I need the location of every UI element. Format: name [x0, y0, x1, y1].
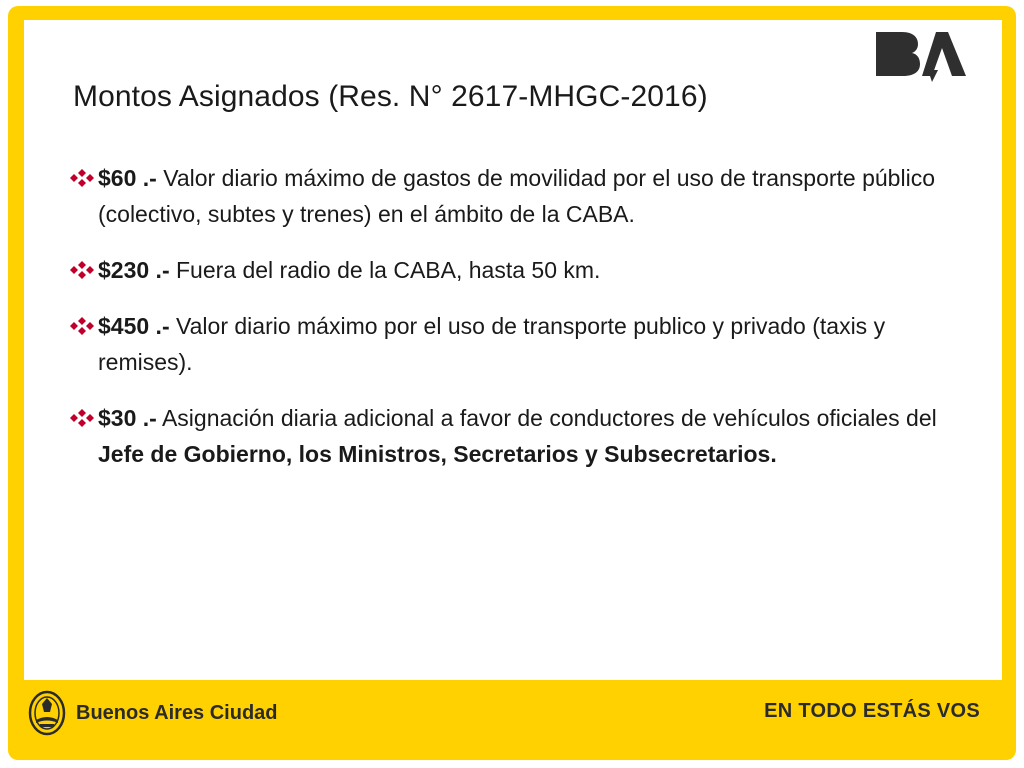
bullet-bold-text: Jefe de Gobierno, los Ministros, Secretarios y Subsecretarios. — [98, 441, 777, 467]
diamond-bullet-icon — [70, 261, 94, 279]
footer-brand — [28, 688, 278, 738]
bullet-item-450 — [64, 308, 954, 380]
bullet-amount: $60 .- — [98, 165, 157, 191]
brand-name: Buenos Aires Ciudad — [76, 701, 278, 724]
bullet-text: Valor diario máximo de gastos de movilidad por el uso de transporte público (colectivo, subtes y trenes) en el ámbito de la CABA. — [98, 165, 935, 227]
city-emblem-icon — [28, 690, 66, 736]
bullet-text: Asignación diaria adicional a favor de conductores de vehículos oficiales del — [156, 405, 937, 431]
bullet-item-30 — [64, 400, 954, 472]
diamond-bullet-icon — [70, 409, 94, 427]
slogan: EN TODO ESTÁS VOS — [764, 700, 980, 722]
bullet-item-60 — [64, 160, 954, 232]
bullet-list — [64, 160, 954, 492]
bullet-amount: $30 .- — [98, 405, 157, 431]
diamond-bullet-icon — [70, 317, 94, 335]
bullet-amount: $450 .- — [98, 313, 170, 339]
slide-title: Montos Asignados (Res. N° 2617-MHGC-2016) — [73, 80, 708, 113]
ba-logo-icon — [872, 26, 968, 84]
diamond-bullet-icon — [70, 169, 94, 187]
bullet-amount: $230 .- — [98, 257, 170, 283]
bullet-item-230 — [64, 252, 954, 288]
bullet-text: Fuera del radio de la CABA, hasta 50 km. — [169, 257, 601, 283]
bullet-text: Valor diario máximo por el uso de transporte publico y privado (taxis y remises). — [98, 313, 886, 375]
